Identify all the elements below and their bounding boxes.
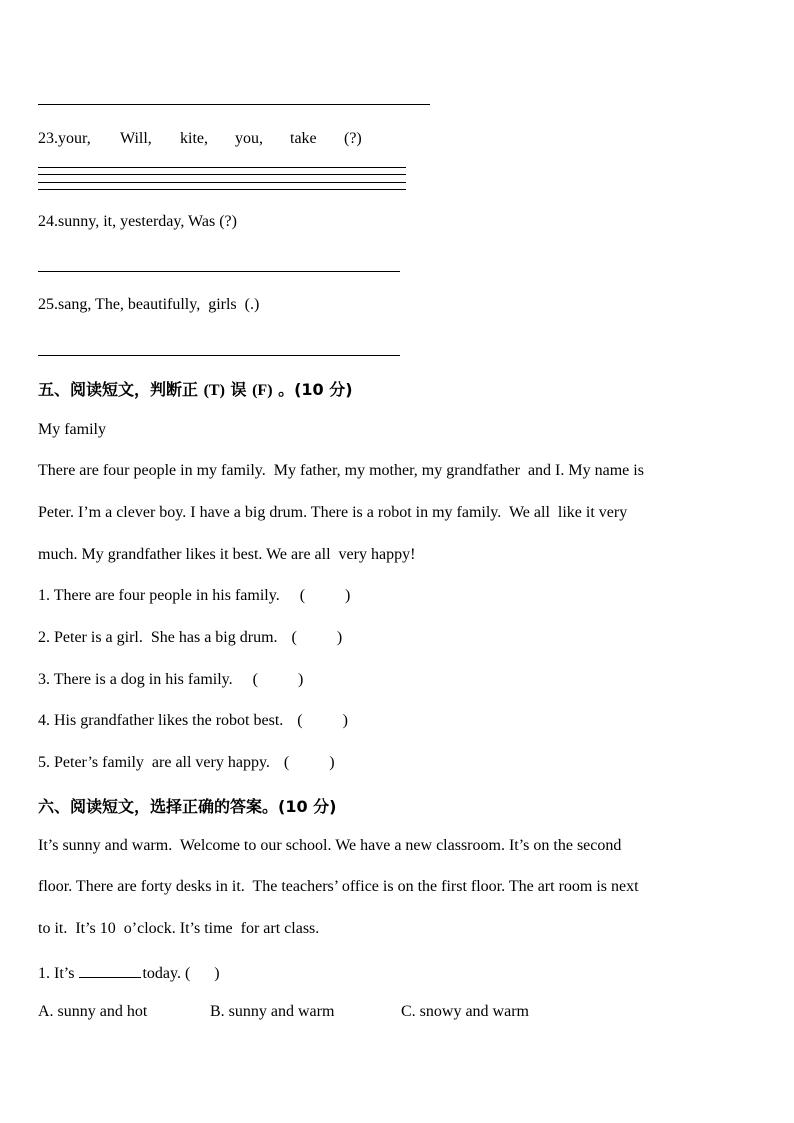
option-a[interactable]: A. sunny and hot	[38, 1003, 148, 1020]
word: take	[290, 130, 317, 147]
answer-line-24	[38, 271, 400, 272]
section-5-heading: 五、阅读短文，判断正 (T) 误 (F) 。(10 分)	[38, 380, 353, 399]
answer-blank[interactable]: ( )	[299, 587, 351, 604]
choice-question-1: 1. It’s today. ( )	[38, 962, 220, 983]
option-b[interactable]: B. sunny and warm	[210, 1003, 335, 1020]
word: (?)	[344, 130, 362, 147]
word: you,	[235, 130, 263, 147]
question-23	[38, 130, 362, 148]
fill-blank[interactable]	[79, 962, 141, 978]
true-false-item: 3. There is a dog in his family. ( )	[38, 671, 304, 688]
question-text: sang, The, beautifully, girls (.)	[58, 296, 260, 313]
true-false-item: 5. Peter’s family are all very happy. ( )	[38, 754, 335, 771]
passage-line: There are four people in my family. My father, my mother, my grandfather and I. My name is	[38, 462, 644, 479]
passage-line: Peter. I’m a clever boy. I have a big drum. There is a robot in my family. We all like it very	[38, 504, 628, 521]
word: kite,	[180, 130, 208, 147]
question-25	[38, 296, 259, 314]
question-number: 25.	[38, 296, 58, 313]
true-false-item: 1. There are four people in his family. ( )	[38, 587, 351, 604]
true-false-item: 4. His grandfather likes the robot best. ( )	[38, 712, 348, 729]
question-24	[38, 213, 237, 231]
passage-line: floor. There are forty desks in it. The teachers’ office is on the first floor. The art room is next	[38, 878, 639, 895]
question-text: sunny, it, yesterday, Was (?)	[58, 213, 237, 230]
answer-blank[interactable]: ( )	[297, 712, 348, 729]
answer-blank[interactable]: ( )	[252, 671, 304, 688]
question-number: 24.	[38, 213, 58, 230]
answer-blank[interactable]: ( )	[291, 629, 343, 646]
passage-title: My family	[38, 421, 106, 438]
passage-line: much. My grandfather likes it best. We are all very happy!	[38, 546, 416, 563]
passage-line: It’s sunny and warm. Welcome to our school. We have a new classroom. It’s on the second	[38, 837, 622, 854]
word: your,	[58, 130, 91, 147]
option-c[interactable]: C. snowy and warm	[401, 1003, 529, 1020]
true-false-item: 2. Peter is a girl. She has a big drum. ( )	[38, 629, 343, 646]
question-number: 23.	[38, 130, 58, 147]
answer-blank[interactable]: ( )	[283, 754, 335, 771]
answer-line-22	[38, 104, 430, 105]
section-6-heading: 六、阅读短文，选择正确的答案。(10 分)	[38, 797, 337, 816]
answer-line-25	[38, 355, 400, 356]
word: Will,	[120, 130, 152, 147]
passage-line: to it. It’s 10 o’clock. It’s time for art class.	[38, 920, 320, 937]
